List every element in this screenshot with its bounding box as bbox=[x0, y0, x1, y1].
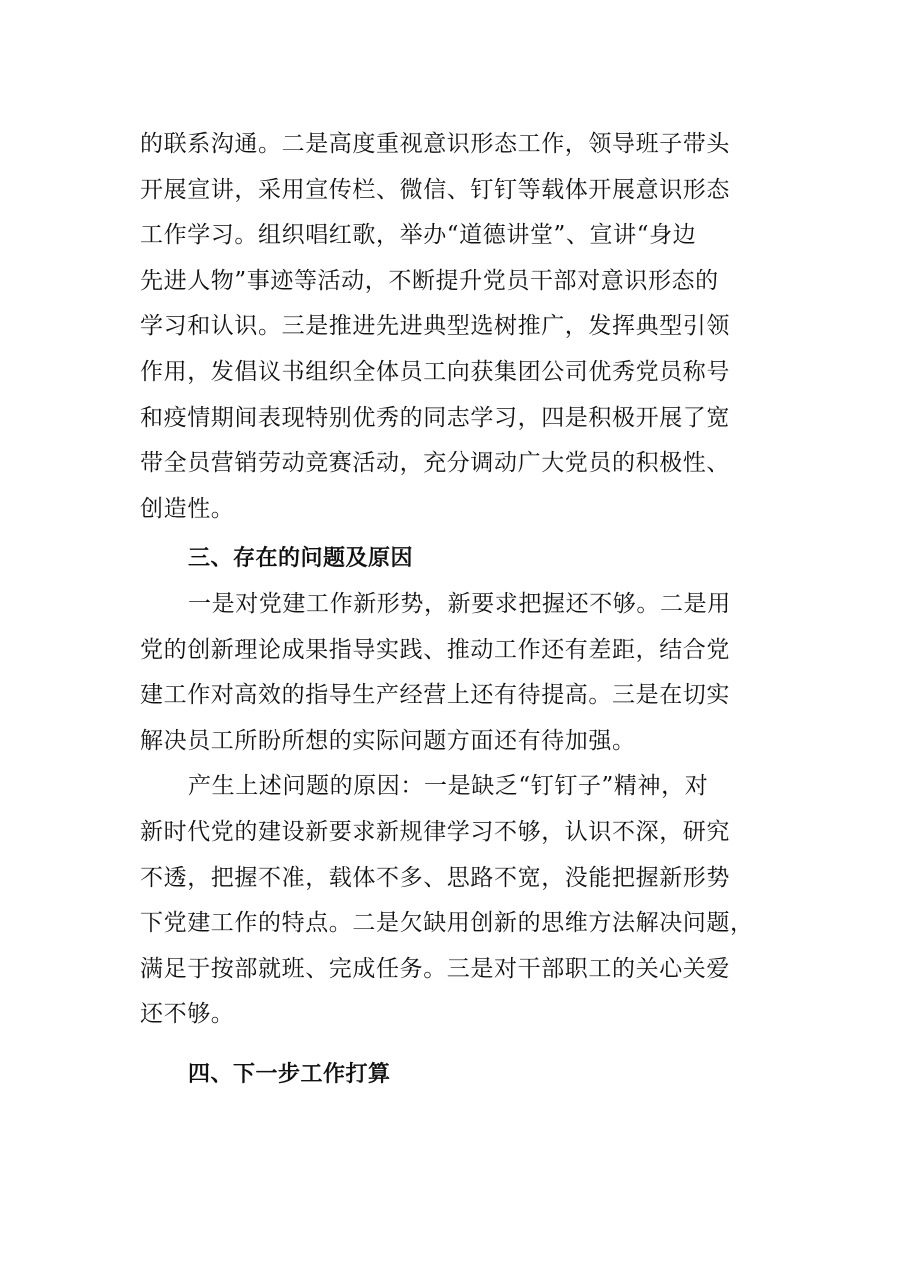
text-line: 不透，把握不准，载体不多、思路不宽，没能把握新形势 bbox=[140, 864, 730, 891]
text-line: 党的创新理论成果指导实践、推动工作还有差距，结合党 bbox=[140, 636, 730, 663]
text-line: 还不够。 bbox=[140, 1001, 235, 1028]
text-line: 和疫情期间表现特别优秀的同志学习，四是积极开展了宽 bbox=[140, 404, 730, 431]
text-line: 学习和认识。三是推进先进典型选树推广，发挥典型引领 bbox=[140, 313, 730, 340]
text-line: 满足于按部就班、完成任务。三是对干部职工的关心关爱 bbox=[140, 955, 730, 982]
text-line: 产生上述问题的原因：一是缺乏“钉钉子”精神，对 bbox=[188, 773, 709, 800]
text-line: 作用，发倡议书组织全体员工向获集团公司优秀党员称号 bbox=[140, 358, 730, 385]
text-line: 先进人物”事迹等活动，不断提升党员干部对意识形态的 bbox=[140, 267, 719, 294]
text-line: 开展宣讲，采用宣传栏、微信、钉钉等载体开展意识形态 bbox=[140, 176, 730, 203]
text-line: 新时代党的建设新要求新规律学习不够，认识不深，研究 bbox=[140, 818, 730, 845]
paragraph-causes bbox=[140, 764, 770, 1038]
text-line: 的联系沟通。二是高度重视意识形态工作，领导班子带头 bbox=[140, 131, 730, 157]
text-line: 一是对党建工作新形势，新要求把握还不够。二是用 bbox=[188, 590, 731, 617]
section-heading-problems: 三、存在的问题及原因 bbox=[188, 546, 414, 572]
paragraph-continued bbox=[140, 122, 770, 532]
text-line: 解决员工所盼所想的实际问题方面还有待加强。 bbox=[140, 727, 636, 754]
text-line: 下党建工作的特点。二是欠缺用创新的思维方法解决问题， bbox=[140, 910, 754, 937]
section-heading-next-steps: 四、下一步工作打算 bbox=[188, 1061, 391, 1087]
text-line: 建工作对高效的指导生产经营上还有待提高。三是在切实 bbox=[140, 682, 730, 709]
document-body bbox=[140, 122, 770, 1097]
paragraph-problems bbox=[140, 582, 770, 764]
text-line: 创造性。 bbox=[140, 495, 235, 522]
text-line: 带全员营销劳动竞赛活动，充分调动广大党员的积极性、 bbox=[140, 450, 730, 477]
text-line: 工作学习。组织唱红歌，举办“道德讲堂”、宣讲“身边 bbox=[140, 222, 697, 249]
